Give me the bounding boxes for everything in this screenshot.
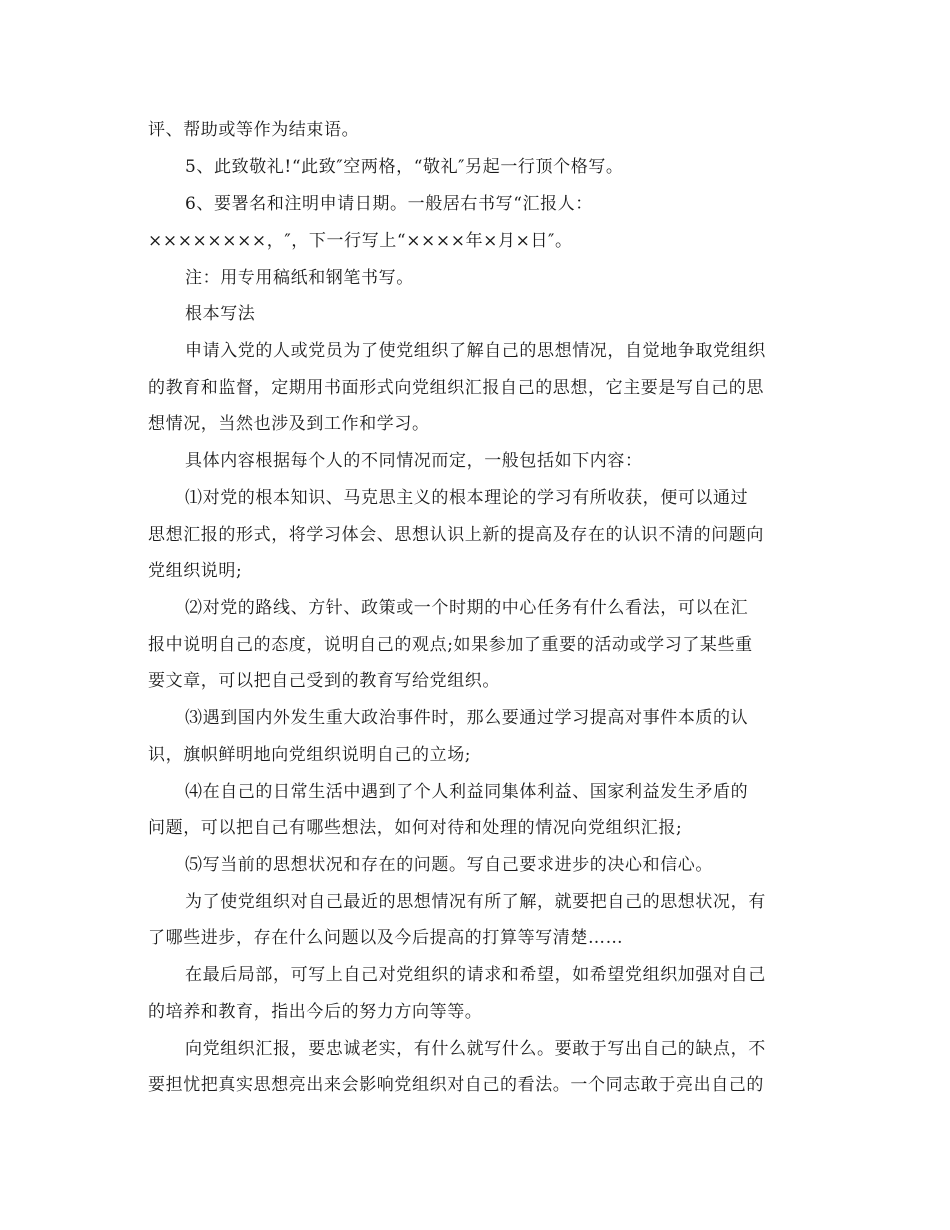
text-line-24: 在最后局部，可写上自己对党组织的请求和希望，如希望党组织加强对自己 xyxy=(185,965,766,985)
text-line-14: ⑵对党的路线、方针、政策或一个时期的中心任务有什么看法，可以在汇 xyxy=(185,598,749,618)
text-line-17: ⑶遇到国内外发生重大政治事件时，那么要通过学习提高对事件本质的认 xyxy=(185,708,749,728)
section-heading: 根本写法 xyxy=(185,304,256,324)
text-line-13: 党组织说明; xyxy=(148,561,243,581)
text-line-27: 要担忧把真实思想亮出来会影响党组织对自己的看法。一个同志敢于亮出自己的 xyxy=(148,1075,764,1095)
text-line-25: 的培养和教育，指出今后的努力方向等等。 xyxy=(148,1002,483,1022)
text-line-15: 报中说明自己的态度，说明自己的观点;如果参加了重要的活动或学习了某些重 xyxy=(148,635,753,655)
text-line-16: 要文章，可以把自己受到的教育写给党组织。 xyxy=(148,671,500,691)
text-line-20: 问题，可以把自己有哪些想法，如何对待和处理的情况向党组织汇报; xyxy=(148,818,683,838)
text-line-18: 识，旗帜鲜明地向党组织说明自己的立场; xyxy=(148,745,472,765)
text-line-12: 思想汇报的形式，将学习体会、思想认识上新的提高及存在的认识不清的问题向 xyxy=(148,525,764,545)
text-line-1: 评、帮助或等作为结束语。 xyxy=(148,120,360,140)
text-line-22: 为了使党组织对自己最近的思想情况有所了解，就要把自己的思想状况，有 xyxy=(185,892,766,912)
text-line-4: ××××××××，″，下一行写上“××××年×月×日″。 xyxy=(148,231,573,251)
text-line-8: 的教育和监督，定期用书面形式向党组织汇报自己的思想，它主要是写自己的思 xyxy=(148,378,764,398)
text-line-26: 向党组织汇报，要忠诚老实，有什么就写什么。要敢于写出自己的缺点，不 xyxy=(185,1039,766,1059)
text-line-11: ⑴对党的根本知识、马克思主义的根本理论的学习有所收获，便可以通过 xyxy=(185,488,749,508)
text-line-10: 具体内容根据每个人的不同情况而定，一般包括如下内容： xyxy=(185,451,643,471)
text-line-3: 6、要署名和注明申请日期。一般居右书写“汇报人： xyxy=(185,194,593,214)
text-line-9: 想情况，当然也涉及到工作和学习。 xyxy=(148,414,430,434)
text-line-19: ⑷在自己的日常生活中遇到了个人利益同集体利益、国家利益发生矛盾的 xyxy=(185,782,749,802)
text-line-23: 了哪些进步，存在什么问题以及今后提高的打算等写清楚…… xyxy=(148,928,624,948)
text-line-21: ⑸写当前的思想状况和存在的问题。写自己要求进步的决心和信心。 xyxy=(185,855,713,875)
text-line-2: 5、此致敬礼!“此致″空两格，“敬礼″另起一行顶个格写。 xyxy=(185,157,624,177)
text-line-5: 注：用专用稿纸和钢笔书写。 xyxy=(185,268,414,288)
text-line-7: 申请入党的人或党员为了使党组织了解自己的思想情况，自觉地争取党组织 xyxy=(185,341,766,361)
